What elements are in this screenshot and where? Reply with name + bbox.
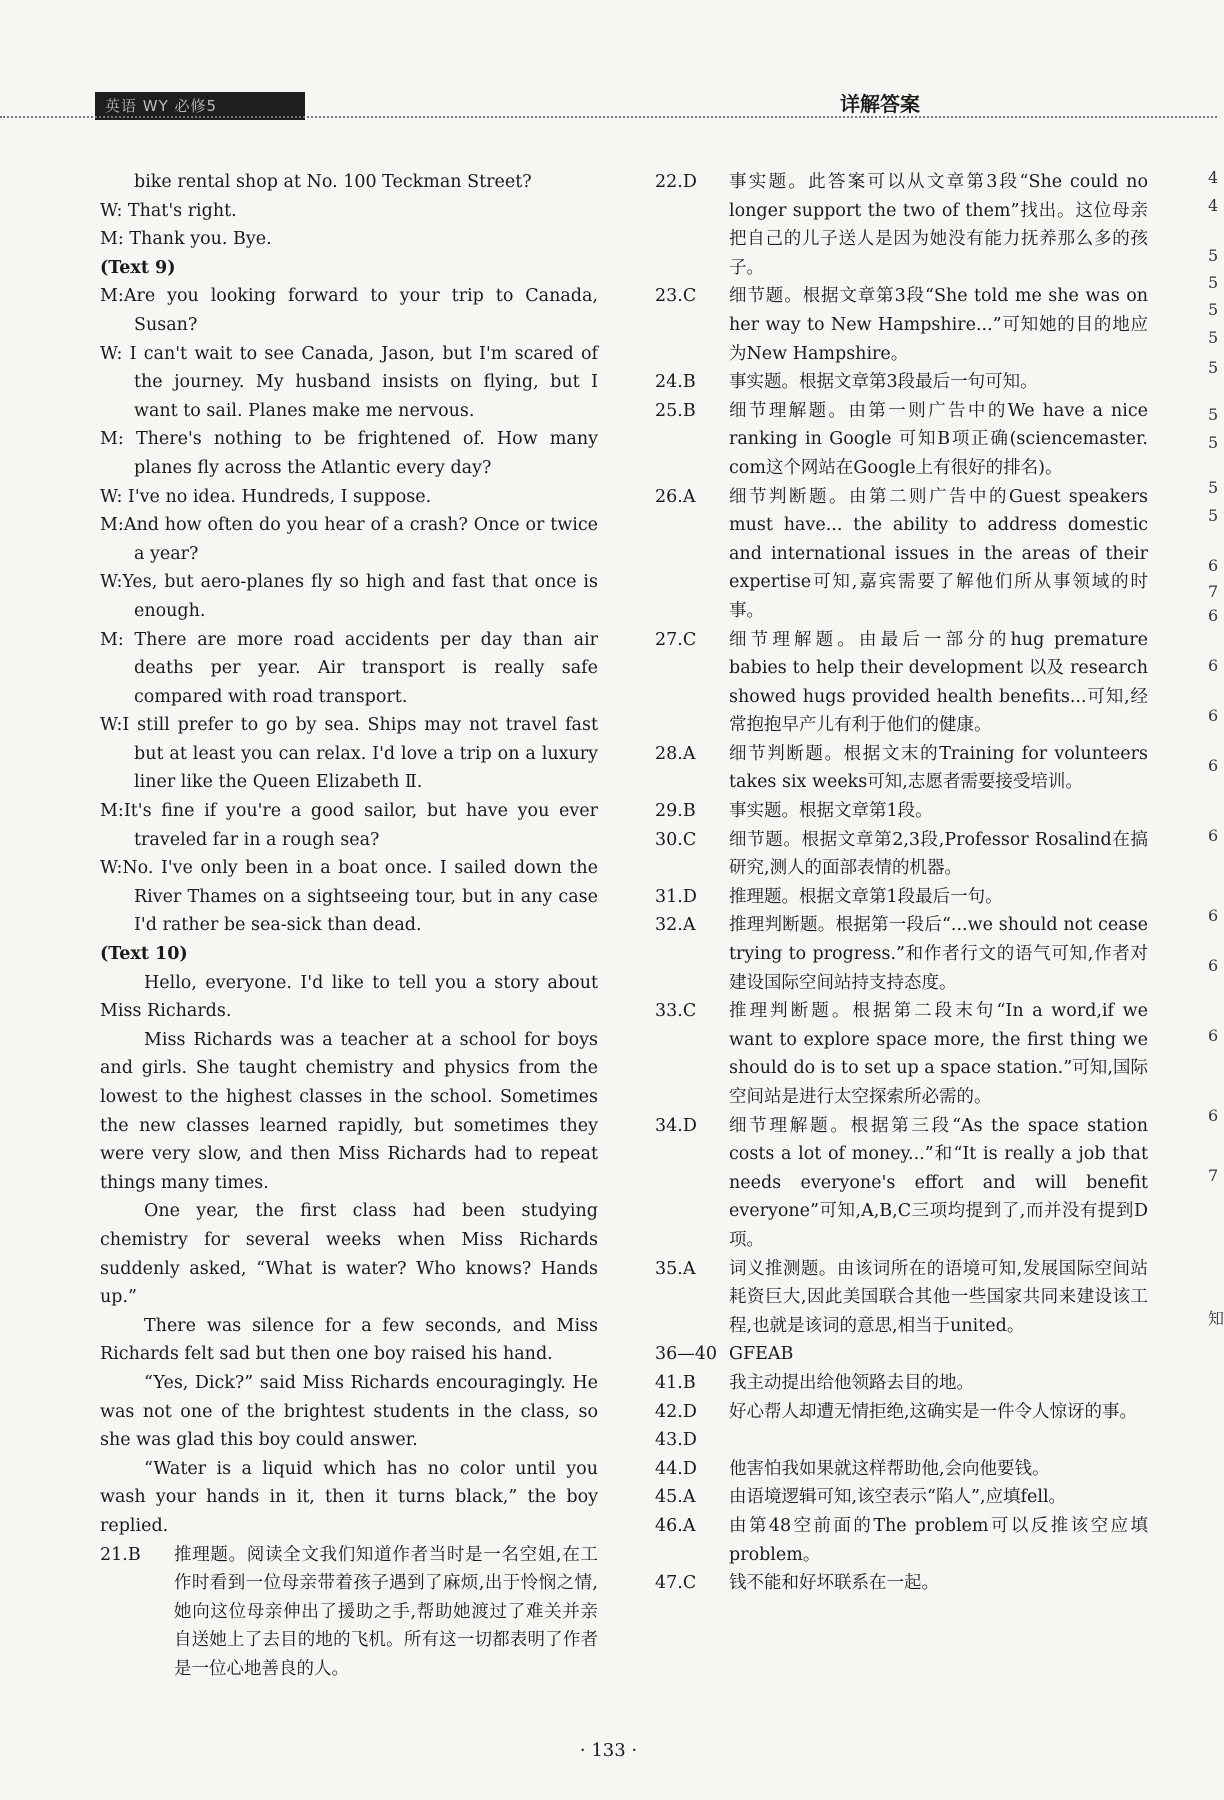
answer-number: 47.C: [655, 1573, 697, 1594]
edge-mark: 5: [1208, 300, 1219, 319]
page-header-title: 详解答案: [840, 92, 920, 116]
answer-explanation: 推理判断题。根据第一段后“...we should not cease trying to progress.”和作者行文的语气可知,作者对建设国际空间站持支持态度。: [729, 915, 1148, 993]
edge-mark: 6: [1208, 756, 1219, 775]
answer-explanation: 细节判断题。根据文末的Training for volunteers takes six weeks可知,志愿者需要接受培训。: [729, 743, 1148, 793]
story-paragraph: “Water is a liquid which has no color until you wash your hands in it, then it turns black,” the boy replied.: [100, 1458, 598, 1536]
answer-explanation: GFEAB: [729, 1344, 794, 1365]
answer-item: [655, 1483, 1148, 1512]
answer-item: [100, 1541, 598, 1684]
edge-mark: 5: [1208, 433, 1219, 452]
answer-number: 43.D: [655, 1430, 697, 1451]
edge-mark: 6: [1208, 606, 1219, 625]
page-number: · 133 ·: [579, 1740, 638, 1761]
header-divider: [0, 116, 1217, 118]
answer-item: [655, 626, 1148, 740]
dialogue-line: M: There's nothing to be frightened of. How many planes fly across the Atlantic every day?: [100, 429, 598, 478]
dialogue-line: W: I've no idea. Hundreds, I suppose.: [100, 486, 432, 507]
dialogue-line: M:And how often do you hear of a crash? Once or twice a year?: [100, 515, 598, 564]
answer-number: 27.C: [655, 629, 697, 650]
text-section-label: (Text 10): [100, 944, 188, 965]
answer-number: 46.A: [655, 1515, 696, 1536]
dialogue-line: M: There are more road accidents per day than air deaths per year. Air transport is really safe compared with road transport.: [100, 629, 598, 707]
answer-explanation: 细节题。根据文章第3段“She told me she was on her way to New Hampshire...”可知她的目的地应为New Hampshire。: [729, 286, 1148, 364]
dialogue-line: M:Are you looking forward to your trip to Canada, Susan?: [100, 286, 598, 335]
edge-mark: 4: [1208, 196, 1219, 215]
answer-number: 31.D: [655, 886, 697, 907]
edge-mark: 5: [1208, 405, 1219, 424]
answer-number: 44.D: [655, 1458, 697, 1479]
answer-number: 22.D: [655, 172, 697, 192]
edge-mark: 6: [1208, 656, 1219, 675]
answer-item: [655, 1369, 1148, 1398]
answer-item: [655, 1340, 1148, 1369]
answer-item: [655, 397, 1148, 483]
answer-explanation: 我主动提出给他领路去目的地。: [729, 1372, 974, 1393]
dialogue-line: M: Thank you. Bye.: [100, 229, 272, 250]
answer-item: [655, 168, 1148, 282]
edge-mark: 7: [1208, 582, 1219, 601]
story-paragraph: There was silence for a few seconds, and Miss Richards felt sad but then one boy raised his hand.: [100, 1315, 598, 1365]
left-column: [100, 168, 598, 1683]
answer-item: [655, 1569, 1148, 1598]
answer-explanation: 推理题。根据文章第1段最后一句。: [729, 886, 1003, 907]
answer-explanation: 推理判断题。根据第二段末句“In a word,if we want to explore space more, the first thing we should do is to set up a space station.”可知,国际空间站是进行太空探索所必需的。: [729, 1001, 1148, 1107]
story-paragraph: “Yes, Dick?” said Miss Richards encouragingly. He was not one of the brightest students in the class, so she was glad this boy could answer.: [100, 1372, 598, 1451]
answer-number: 26.A: [655, 486, 696, 507]
answer-number: 23.C: [655, 286, 697, 307]
dialogue-line: W:I still prefer to go by sea. Ships may not travel fast but at least you can relax. I'd love a trip on a luxury liner like the Queen Elizabeth Ⅱ.: [100, 715, 598, 793]
answer-explanation: 事实题。此答案可以从文章第3段“She could no longer support the two of them”找出。这位母亲把自己的儿子送人是因为她没有能力抚养那么多的孩子。: [729, 172, 1148, 278]
dialogue-line: W: I can't wait to see Canada, Jason, but I'm scared of the journey. My husband insists on flying, but I want to sail. Planes make me nervous.: [100, 343, 598, 421]
answer-item: [655, 1112, 1148, 1255]
answer-explanation: 细节理解题。由最后一部分的hug premature babies to help their development 以及 research showed hugs provided health benefits...可知,经常抱抱早产儿有利于他们的健康。: [729, 629, 1148, 736]
edge-mark: 6: [1208, 956, 1219, 975]
edge-mark: 5: [1208, 273, 1219, 292]
answer-number: 29.B: [655, 801, 696, 822]
header-band: 英语 WY 必修5: [95, 92, 305, 120]
story-paragraph: Hello, everyone. I'd like to tell you a story about Miss Richards.: [100, 972, 598, 1022]
edge-mark: 7: [1208, 1166, 1219, 1185]
edge-mark: 5: [1208, 478, 1219, 497]
answer-item: [655, 282, 1148, 368]
story-paragraph: Miss Richards was a teacher at a school for boys and girls. She taught chemistry and physics from the lowest to the highest classes in the school. Sometimes the new classes learned rapidly, but sometimes they were very slow, and then Miss Richards had to repeat things many times.: [100, 1029, 598, 1193]
answer-explanation: 细节理解题。由第一则广告中的We have a nice ranking in Google 可知B项正确(sciencemaster. com这个网站在Google上有很好的排名)。: [729, 400, 1148, 478]
answer-number: 42.D: [655, 1401, 697, 1422]
edge-mark: 6: [1208, 906, 1219, 925]
answer-item: [655, 368, 1148, 397]
answer-item: [655, 1426, 1148, 1455]
answer-explanation: 他害怕我如果就这样帮助他,会向他要钱。: [729, 1458, 1050, 1479]
answer-explanation: 细节题。根据文章第2,3段,Professor Rosalind在搞研究,测人的面部表情的机器。: [729, 829, 1148, 879]
answer-explanation: 词义推测题。由该词所在的语境可知,发展国际空间站耗资巨大,因此美国联合其他一些国家共同来建设该工程,也就是该词的意思,相当于united。: [729, 1258, 1148, 1336]
answer-number: 21.B: [100, 1544, 141, 1565]
answer-explanation: 由语境逻辑可知,该空表示“陷人”,应填fell。: [729, 1487, 1067, 1508]
answer-item: [655, 1455, 1148, 1484]
answer-explanation: 推理题。阅读全文我们知道作者当时是一名空姐,在工作时看到一位母亲带着孩子遇到了麻烦,出于怜悯之情,她向这位母亲伸出了援助之手,帮助她渡过了难关并亲自送她上了去目的地的飞机。所有这一切都表明了作者是一位心地善良的人。: [174, 1544, 598, 1679]
answer-number: 30.C: [655, 829, 697, 850]
edge-mark: 5: [1208, 246, 1219, 265]
edge-mark: 6: [1208, 556, 1219, 575]
edge-mark: 4: [1208, 168, 1219, 187]
answer-number: 35.A: [655, 1258, 696, 1279]
edge-mark: 6: [1208, 826, 1219, 845]
answer-number: 41.B: [655, 1372, 696, 1393]
dialogue-line: M:It's fine if you're a good sailor, but have you ever traveled far in a rough sea?: [100, 801, 598, 850]
answer-number: 36—40: [655, 1344, 718, 1365]
answer-explanation: 钱不能和好坏联系在一起。: [729, 1573, 939, 1594]
edge-mark: 5: [1208, 506, 1219, 525]
answer-item: [655, 883, 1148, 912]
answer-number: 24.B: [655, 372, 696, 393]
text-section-label: (Text 9): [100, 257, 176, 278]
answer-number: 25.B: [655, 400, 696, 421]
edge-mark: 5: [1208, 358, 1219, 377]
answer-explanation: 事实题。根据文章第3段最后一句可知。: [729, 372, 1038, 393]
answer-number: 45.A: [655, 1487, 696, 1508]
answer-explanation: 由第48空前面的The problem可以反推该空应填problem。: [729, 1515, 1148, 1565]
answer-number: 28.A: [655, 743, 696, 764]
right-column: [655, 168, 1148, 1598]
answer-item: [655, 1255, 1148, 1341]
edge-mark: 6: [1208, 706, 1219, 725]
answer-explanation: 事实题。根据文章第1段。: [729, 801, 933, 822]
answer-item: [655, 911, 1148, 997]
answer-item: [655, 997, 1148, 1111]
dialogue-continuation: bike rental shop at No. 100 Teckman Street?: [134, 172, 532, 192]
answer-number: 32.A: [655, 915, 696, 936]
dialogue-line: W:No. I've only been in a boat once. I sailed down the River Thames on a sightseeing tour, but in any case I'd rather be sea-sick than dead.: [100, 858, 598, 936]
answer-number: 34.D: [655, 1115, 697, 1136]
answer-explanation: 细节判断题。由第二则广告中的Guest speakers must have... the ability to address domestic and international issues in the areas of their expertise可知,嘉宾需要了解他们所从事领域的时事。: [729, 486, 1148, 621]
dialogue-line: W:Yes, but aero-planes fly so high and fast that once is enough.: [100, 572, 598, 621]
answer-explanation: [729, 1426, 1148, 1455]
answer-item: [655, 826, 1148, 883]
answer-item: [655, 483, 1148, 626]
answer-explanation: 好心帮人却遭无情拒绝,这确实是一件令人惊讶的事。: [729, 1401, 1138, 1422]
answer-number: 33.C: [655, 1001, 697, 1022]
answer-item: [655, 797, 1148, 826]
dialogue-line: W: That's right.: [100, 200, 237, 221]
edge-mark: 6: [1208, 1106, 1219, 1125]
answer-item: [655, 1512, 1148, 1569]
story-paragraph: One year, the first class had been studying chemistry for several weeks when Miss Richards suddenly asked, “What is water? Who knows? Hands up.”: [100, 1201, 598, 1308]
edge-mark: 5: [1208, 328, 1219, 347]
answer-explanation: 细节理解题。根据第三段“As the space station costs a lot of money...”和“It is really a job that needs everyone's effort and will benefit everyone”可知,A,B,C三项均提到了,而并没有提到D项。: [729, 1115, 1148, 1250]
edge-mark: 知: [1208, 1309, 1224, 1328]
edge-mark: 6: [1208, 1026, 1219, 1045]
answer-item: [655, 1398, 1148, 1427]
answer-item: [655, 740, 1148, 797]
